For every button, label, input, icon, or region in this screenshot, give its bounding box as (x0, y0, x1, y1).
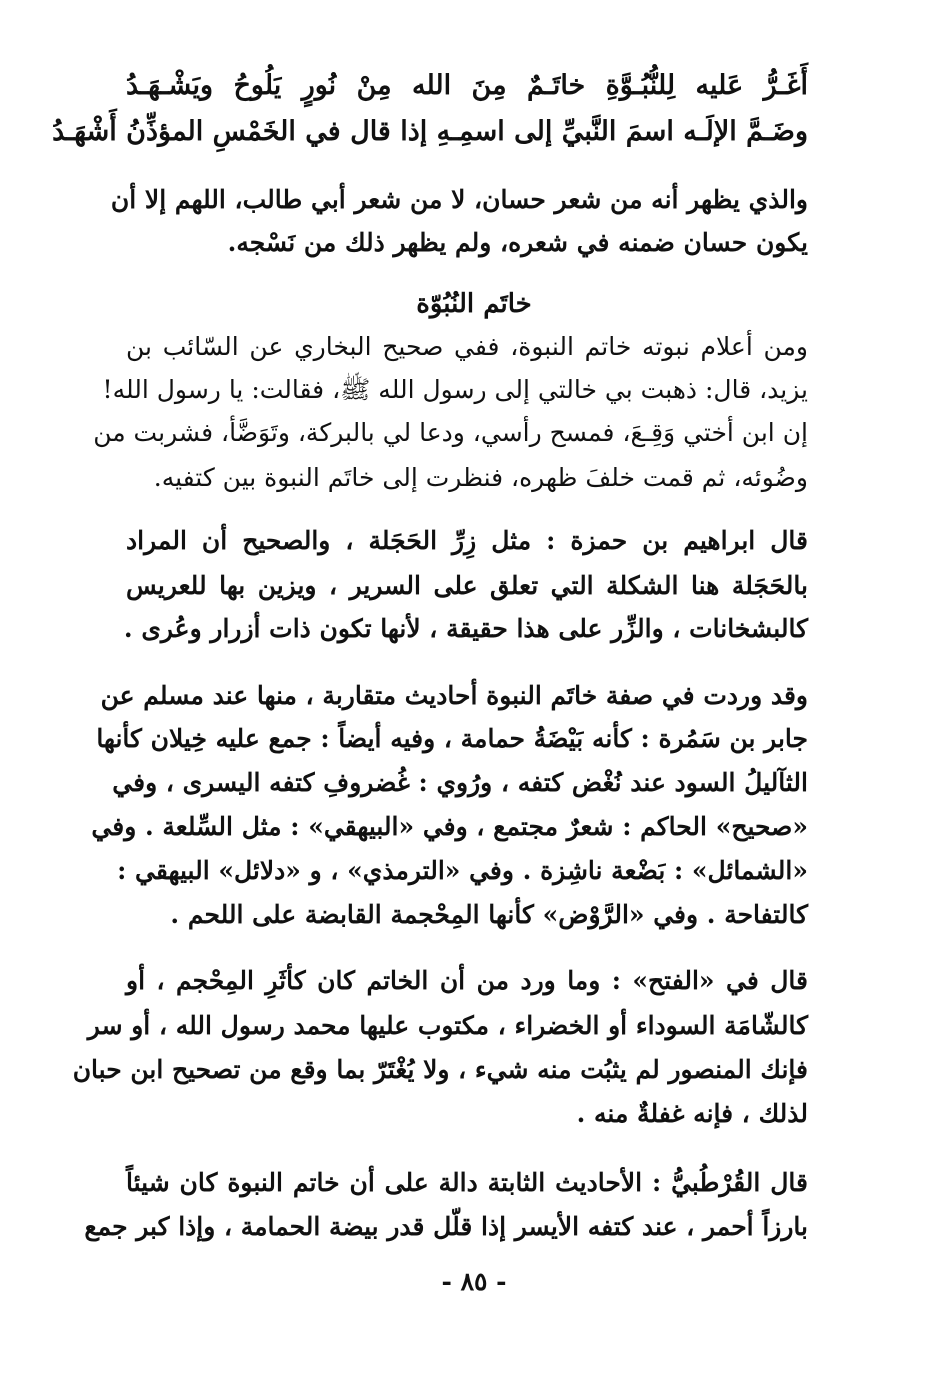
paragraph-4-line-1: وقد وردت في صفة خاتَم النبوة أحاديث متقاربة ، منها عند مسلم عن (100, 681, 808, 710)
paragraph-2-line-1: ومن أعلام نبوته خاتم النبوة، ففي صحيح البخاري عن السّائب بن (126, 332, 808, 361)
poem-verse-1: أَغَـرُّ عَليه لِلنُّبُـوَّةِ خاتَـمٌ مِنَ الله مِنْ نُورٍ يَلُوحُ ويَشْـهَـدُ (126, 70, 808, 101)
paragraph-1-line-2: يكون حسان ضمنه في شعره، ولم يظهر ذلك من نَسْجه. (227, 228, 808, 257)
paragraph-2-line-4: وضُوئه، ثم قمت خلفَ ظهره، فنظرت إلى خاتَم النبوة بين كتفيه. (153, 463, 808, 492)
paragraph-3-line-2: بالحَجَلة هنا الشكلة التي تعلق على السرير ، ويزين بها للعريس (126, 571, 808, 600)
paragraph-6-line-2: بارزاً أحمر ، عند كتفه الأيسر إذا قلّل قدر بيضة الحمامة ، وإذا كبر جمع (84, 1212, 808, 1241)
paragraph-5-line-2: كالشّامَة السوداء أو الخضراء ، مكتوب عليها محمد رسول الله ، أو سر (87, 1011, 808, 1040)
section-heading: خاتَم النُبُوّة (416, 289, 532, 319)
paragraph-3-line-3: كالبشخانات ، والزِّر على هذا حقيقة ، لأنها تكون ذات أزرار وعُرى . (123, 614, 808, 643)
paragraph-4-line-5: «الشمائل» : بَضْعة ناشِزة . وفي «الترمذي» ، و «دلائل» البيهقي : (117, 856, 808, 885)
poem-verse-2: وضَـمَّ الإلَـه اسمَ النَّبيِّ إلى اسمِـهِ إذا قال في الخَمْسِ المؤذِّنُ أَشْهَـدُ (52, 116, 808, 147)
paragraph-6-line-1: قال القُرْطُبيُّ : الأحاديث الثابتة دالة على أن خاتم النبوة كان شيئاً (126, 1168, 808, 1197)
paragraph-5-line-3: فإنك المنصور لم يثبُت منه شيء ، ولا يُغْتَرّ بما وقع من تصحيح ابن حبان (72, 1055, 808, 1084)
paragraph-4-line-2: جابر بن سَمُرة : كأنه بَيْضَةُ حمامة ، وفيه أيضاً : جمع عليه خِيلان كأنها (96, 724, 808, 753)
paragraph-2-line-3: إن ابن أختي وَقِـعَ، فمسح رأسي، ودعا لي بالبركة، وتَوَضَّأ، فشربت من (93, 418, 808, 447)
paragraph-3-line-1: قال ابراهيم بن حمزة : مثل زِرِّ الحَجَلة ، والصحيح أن المراد (126, 526, 808, 555)
paragraph-2-line-2: يزيد، قال: ذهبت بي خالتي إلى رسول الله ﷺ، فقالت: يا رسول الله! (102, 375, 808, 404)
paragraph-4-line-6: كالتفاحة . وفي «الرَّوْض» كأنها المِحْجمة القابضة على اللحم . (170, 900, 808, 929)
paragraph-4-line-3: الثآليلُ السود عند نُغْض كتفه ، ورُوي : غُضروفِ كتفه اليسرى ، وفي (112, 768, 808, 797)
paragraph-4-line-4: «صحيح» الحاكم : شعرٌ مجتمع ، وفي «البيهقي» : مثل السِّلعة . وفي (91, 812, 808, 841)
page-number: - ٨٥ - (441, 1267, 507, 1296)
paragraph-1-line-1: والذي يظهر أنه من شعر حسان، لا من شعر أبي طالب، اللهم إلا أن (110, 185, 808, 214)
paragraph-5-line-4: لذلك ، فإنه غفلةٌ منه . (576, 1099, 808, 1128)
paragraph-5-line-1: قال في «الفتح» : وما ورد من أن الخاتم كان كأثَرِ المِحْجم ، أو (126, 966, 808, 995)
